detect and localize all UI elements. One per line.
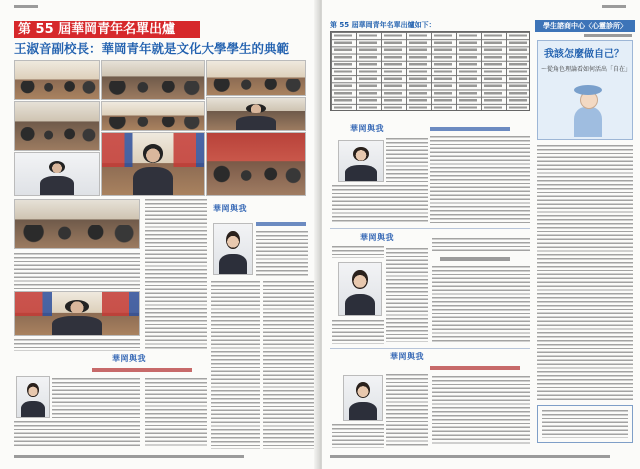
right-page bbox=[322, 0, 640, 469]
name-table bbox=[330, 31, 530, 111]
essay-text bbox=[386, 248, 428, 342]
section-header: 華岡與我 bbox=[112, 354, 146, 363]
page-number bbox=[14, 5, 38, 8]
essay-text bbox=[211, 281, 260, 449]
photo-speaker bbox=[14, 152, 100, 196]
essay-text bbox=[332, 320, 384, 344]
section-divider bbox=[330, 348, 530, 349]
student-caption bbox=[256, 222, 306, 226]
photo-audience bbox=[101, 101, 205, 131]
sidebar-column-title: 學生諮商中心〈心靈診所〉 bbox=[535, 20, 635, 32]
essay-text bbox=[432, 376, 530, 446]
photo-caption bbox=[14, 339, 140, 351]
student-caption bbox=[440, 257, 510, 261]
sidebar-subtitle: ～從角色理論看如何活出「自在」 bbox=[541, 66, 632, 73]
girl-illustration bbox=[568, 81, 608, 137]
essay-text bbox=[145, 378, 207, 448]
essay-text bbox=[332, 185, 428, 223]
student-portrait bbox=[338, 140, 384, 182]
photo-podium bbox=[14, 291, 140, 336]
headline-banner: 第 55 屆華岡青年名單出爐 bbox=[14, 21, 200, 38]
sidebar-contact-box bbox=[537, 405, 633, 443]
sidebar-feature-box bbox=[537, 40, 633, 140]
article-text bbox=[145, 199, 207, 349]
sidebar-text bbox=[537, 145, 633, 401]
photo-group bbox=[206, 132, 306, 196]
essay-text bbox=[432, 266, 530, 344]
section-header: 華岡與我 bbox=[350, 124, 384, 133]
page-footer bbox=[330, 455, 610, 458]
left-page bbox=[0, 0, 318, 469]
essay-text bbox=[14, 421, 140, 448]
photo-meeting bbox=[206, 60, 306, 96]
section-divider bbox=[330, 228, 530, 229]
student-caption bbox=[430, 366, 520, 370]
section-header: 華岡與我 bbox=[360, 233, 394, 242]
student-caption bbox=[430, 127, 510, 131]
photo-guests bbox=[14, 199, 140, 249]
section-header: 華岡與我 bbox=[390, 352, 424, 361]
essay-text bbox=[52, 378, 140, 418]
essay-text bbox=[332, 424, 384, 448]
photo-speaker bbox=[206, 97, 306, 131]
essay-text bbox=[430, 136, 530, 224]
sidebar-title: 我該怎麼做自己？ bbox=[544, 49, 624, 60]
photo-audience bbox=[14, 101, 100, 151]
contact-text bbox=[542, 410, 628, 438]
student-caption bbox=[92, 368, 192, 372]
student-portrait bbox=[16, 376, 50, 418]
photo-meeting bbox=[14, 60, 100, 100]
essay-text bbox=[256, 231, 308, 277]
essay-text bbox=[332, 246, 384, 258]
essay-text bbox=[263, 281, 314, 449]
student-portrait bbox=[338, 262, 382, 316]
sidebar-author bbox=[584, 34, 632, 37]
article-text bbox=[14, 253, 140, 289]
essay-text bbox=[386, 138, 428, 182]
section-header: 華岡與我 bbox=[213, 204, 247, 213]
photo-speaker-flags bbox=[101, 132, 205, 196]
article-headline: 王淑音副校長：華岡青年就是文化大學學生的典範 bbox=[14, 41, 290, 56]
list-heading: 第 55 屆華岡青年名單出爐如下： bbox=[330, 21, 436, 29]
photo-meeting bbox=[101, 60, 205, 100]
student-portrait bbox=[343, 375, 383, 421]
essay-text bbox=[386, 374, 428, 446]
student-portrait bbox=[213, 223, 253, 275]
page-number bbox=[602, 5, 626, 8]
essay-text bbox=[432, 238, 530, 252]
page-footer bbox=[14, 455, 244, 458]
